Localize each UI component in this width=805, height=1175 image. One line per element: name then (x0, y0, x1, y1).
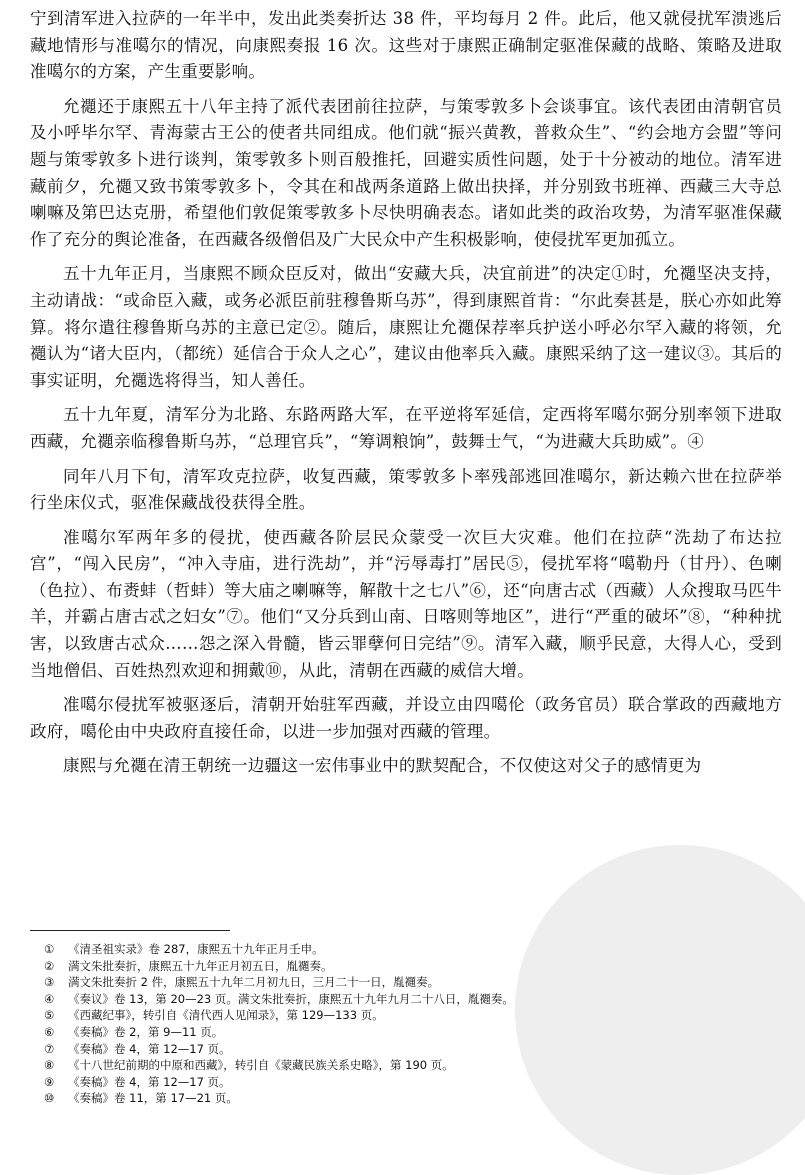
paragraph-dzungar-damage: 准噶尔军两年多的侵扰，使西藏各阶层民众蒙受一次巨大灾难。他们在拉萨“洗劫了布达拉宫”，“闯入民房”，“冲入寺庙，进行洗劫”，并“污辱毒打”居民⑤，侵扰军将“噶勒丹（甘丹）、色喇（色拉）、布赉蚌（哲蚌）等大庙之喇嘛等，解散十之七八”⑥，还“向唐古忒（西藏）人众搜取马匹牛羊，并霸占唐古忒之妇女”⑦。他们“又分兵到山南、日喀则等地区”，进行“严重的破坏”⑧，“种种扰害，以致唐古忒众……怨之深入骨髓，皆云罪孽何日完结”⑨。清军入藏，顺乎民意，大得人心，受到当地僧侣、百姓热烈欢迎和拥戴⑩，从此，清朝在西藏的威信大增。 (30, 527, 782, 680)
footnote-text: 《清圣祖实录》卷 287，康熙五十九年正月壬申。 (68, 942, 324, 956)
footnote-text: 满文朱批奏折 2 件，康熙五十九年二月初九日，三月二十一日，胤禵奏。 (68, 975, 440, 990)
footnote-number: ① (44, 942, 55, 956)
footnote-text: 《西藏纪事》，转引自《清代西人见闻录》，第 129—133 页。 (68, 1008, 384, 1023)
footnote-text: 《奏稿》卷 11，第 17—21 页。 (68, 1091, 238, 1106)
paragraph-summer-campaign: 五十九年夏，清军分为北路、东路两路大军，在平逆将军延信，定西将军噶尔弼分别率领下进取西藏，允禵亲临穆鲁斯乌苏，“总理官兵”，“筹调粮饷”，鼓舞士气，“为进藏大兵助威”。④ (30, 405, 782, 451)
footnote-text: 《奏稿》卷 2，第 9—11 页。 (68, 1024, 224, 1039)
paragraph-lhasa-recovery: 同年八月下旬，清军攻克拉萨，收复西藏，策零敦多卜率残部逃回准噶尔，新达赖六世在拉萨举行坐床仪式，驱准保藏战役获得全胜。 (30, 466, 782, 513)
footnotes (44, 941, 664, 1107)
footnote-text: 满文朱批奏折，康熙五十九年正月初五日，胤禵奏。 (68, 958, 333, 973)
footnote-text: 《奏稿》卷 4，第 12—17 页。 (68, 1074, 231, 1089)
footnote-number: ⑧ (44, 1058, 55, 1073)
footnote-number: ④ (44, 991, 55, 1006)
paragraph-delegation: 允禵还于康熙五十八年主持了派代表团前往拉萨，与策零敦多卜会谈事宜。该代表团由清朝官员及小呼毕尔罕、青海蒙古王公的使者共同组成。他们就“振兴黄教，普救众生”、“约会地方会盟”等问题与策零敦多卜进行谈判，策零敦多卜则百般推托，回避实质性问题，处于十分被动的地位。清军进藏前夕，允禵又致书策零敦多卜，令其在和战两条道路上做出抉择，并分别致书班禅、西藏三大寺总喇嘛及第巴达克册，希望他们敦促策零敦多卜尽快明确表态。诸如此类的政治攻势，为清军驱准保藏作了充分的舆论准备，在西藏各级僧侣及广大民众中产生积极影响，使侵扰军更加孤立。 (30, 96, 782, 249)
footnote-number: ⑦ (44, 1041, 55, 1056)
footnote-number: ③ (44, 975, 55, 990)
footnote-divider (30, 930, 230, 931)
footnote-item (44, 974, 664, 991)
footnote-item (44, 958, 664, 975)
footnote-number: ⑤ (44, 1008, 55, 1023)
footnote-item (44, 991, 664, 1008)
footnote-item (44, 941, 664, 958)
footnote-number: ② (44, 958, 55, 973)
body-text (30, 6, 782, 788)
paragraph-kangxi-yinti: 康熙与允禵在清王朝统一边疆这一宏伟事业中的默契配合，不仅使这对父子的感情更为 (63, 756, 702, 776)
footnote-item (44, 1024, 664, 1041)
paragraph-first-month: 五十九年正月，当康熙不顾众臣反对，做出“安藏大兵，决宜前进”的决定①时，允禵坚决支持，主动请战：“或命臣入藏，或务必派臣前驻穆鲁斯乌苏”，得到康熙首肯：“尔此奏甚是，朕心亦如此筹算。将尔遣往穆鲁斯乌苏的主意已定②。随后，康熙让允禵保荐率兵护送小呼必尔罕入藏的将领，允禵认为“诸大臣内，（都统）延信合于众人之心”，建议由他率兵入藏。康熙采纳了这一建议③。其后的事实证明，允禵选将得当，知人善任。 (30, 264, 782, 390)
footnote-item (44, 1074, 664, 1091)
footnote-text: 《奏稿》卷 4，第 12—17 页。 (68, 1041, 231, 1056)
footnote-number: ⑩ (44, 1091, 55, 1106)
footnote-text: 《十八世纪前期的中原和西藏》，转引自《蒙藏民族关系史略》，第 190 页。 (68, 1058, 454, 1073)
footnote-text: 《奏议》卷 13，第 20—23 页。满文朱批奏折，康熙五十九年九月二十八日，胤禵奏。 (68, 991, 514, 1006)
paragraph-continuation: 宁到清军进入拉萨的一年半中，发出此类奏折达 38 件，平均每月 2 件。此后，他又就侵扰军溃逃后藏地情形与准噶尔的情况，向康熙奏报 16 次。这些对于康熙正确制定驱准保藏的战略、策略及进取准噶尔的方案，产生重要影响。 (30, 9, 782, 82)
footnote-item (44, 1090, 664, 1107)
footnote-number: ⑨ (44, 1074, 55, 1089)
footnote-item (44, 1057, 664, 1074)
footnote-number: ⑥ (44, 1024, 55, 1039)
footnote-item (44, 1041, 664, 1058)
paragraph-tibet-government: 准噶尔侵扰军被驱逐后，清朝开始驻军西藏，并设立由四噶伦（政务官员）联合掌政的西藏地方政府，噶伦由中央政府直接任命，以进一步加强对西藏的管理。 (30, 695, 782, 741)
footnote-item (44, 1007, 664, 1024)
